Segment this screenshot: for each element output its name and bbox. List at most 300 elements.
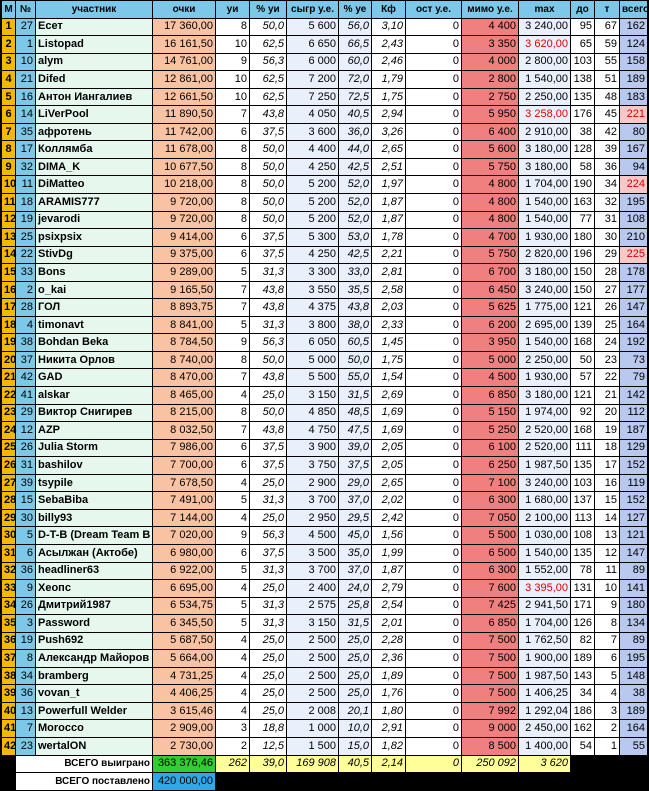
table-row[interactable] xyxy=(2,492,648,510)
rank-cell[interactable]: 22 xyxy=(2,387,16,405)
kf-cell[interactable]: 2,91 xyxy=(372,720,406,738)
miss-cell[interactable]: 6 400 xyxy=(462,123,519,141)
kf-cell[interactable]: 1,56 xyxy=(372,527,406,545)
table-row[interactable] xyxy=(2,685,648,703)
do-cell[interactable]: 34 xyxy=(571,685,595,703)
max-cell[interactable]: 2 910,00 xyxy=(519,123,571,141)
max-cell[interactable]: 3 240,00 xyxy=(519,18,571,36)
do-cell[interactable]: 111 xyxy=(571,439,595,457)
ost-cell[interactable]: 0 xyxy=(406,580,462,598)
col-header-miss[interactable]: мимо у.е. xyxy=(462,1,519,19)
participant-name[interactable]: Push692 xyxy=(36,632,153,650)
miss-cell[interactable]: 9 000 xyxy=(462,720,519,738)
do-cell[interactable]: 82 xyxy=(571,632,595,650)
kf-cell[interactable]: 1,87 xyxy=(372,211,406,229)
do-cell[interactable]: 131 xyxy=(571,580,595,598)
miss-cell[interactable]: 4 700 xyxy=(462,229,519,247)
pct-ue-cell[interactable]: 44,0 xyxy=(339,141,372,159)
rank-cell[interactable]: 15 xyxy=(2,264,16,282)
kf-cell[interactable]: 2,43 xyxy=(372,36,406,54)
number-cell[interactable]: 36 xyxy=(16,562,36,580)
ui-cell[interactable]: 10 xyxy=(216,36,250,54)
participant-name[interactable]: timonavt xyxy=(36,316,153,334)
ost-cell[interactable]: 0 xyxy=(406,194,462,212)
do-cell[interactable]: 190 xyxy=(571,176,595,194)
kf-cell[interactable]: 2,54 xyxy=(372,597,406,615)
participant-name[interactable]: D-T-B (Dream Team B xyxy=(36,527,153,545)
max-cell[interactable]: 1 540,00 xyxy=(519,211,571,229)
number-cell[interactable]: 2 xyxy=(16,281,36,299)
total-cell[interactable]: 225 xyxy=(620,246,648,264)
pct-ue-cell[interactable]: 25,0 xyxy=(339,667,372,685)
pct-ui-cell[interactable]: 50,0 xyxy=(250,211,287,229)
max-cell[interactable]: 1 974,00 xyxy=(519,404,571,422)
total-cell[interactable]: 195 xyxy=(620,194,648,212)
t-cell[interactable]: 7 xyxy=(595,632,620,650)
table-row[interactable] xyxy=(2,527,648,545)
max-cell[interactable]: 3 180,00 xyxy=(519,264,571,282)
total-cell[interactable]: 224 xyxy=(620,176,648,194)
pct-ue-cell[interactable]: 52,0 xyxy=(339,194,372,212)
number-cell[interactable]: 7 xyxy=(16,720,36,738)
ost-cell[interactable]: 0 xyxy=(406,509,462,527)
participant-name[interactable]: StivDg xyxy=(36,246,153,264)
table-row[interactable] xyxy=(2,141,648,159)
table-row[interactable] xyxy=(2,211,648,229)
played-cell[interactable]: 2 008 xyxy=(287,702,339,720)
played-cell[interactable]: 2 575 xyxy=(287,597,339,615)
do-cell[interactable]: 113 xyxy=(571,509,595,527)
miss-cell[interactable]: 5 500 xyxy=(462,527,519,545)
ui-cell[interactable]: 8 xyxy=(216,141,250,159)
ui-cell[interactable]: 7 xyxy=(216,106,250,124)
miss-cell[interactable]: 4 800 xyxy=(462,194,519,212)
total-cell[interactable]: 147 xyxy=(620,299,648,317)
ui-cell[interactable]: 4 xyxy=(216,650,250,668)
pct-ui-cell[interactable]: 62,5 xyxy=(250,36,287,54)
miss-cell[interactable]: 7 500 xyxy=(462,685,519,703)
do-cell[interactable]: 92 xyxy=(571,404,595,422)
miss-cell[interactable]: 5 625 xyxy=(462,299,519,317)
participant-name[interactable]: ГОЛ xyxy=(36,299,153,317)
played-cell[interactable]: 1 000 xyxy=(287,720,339,738)
number-cell[interactable]: 1 xyxy=(16,36,36,54)
ui-cell[interactable]: 6 xyxy=(216,229,250,247)
total-cell[interactable]: 164 xyxy=(620,720,648,738)
total-cell[interactable]: 167 xyxy=(620,141,648,159)
t-cell[interactable]: 5 xyxy=(595,667,620,685)
played-cell[interactable]: 3 900 xyxy=(287,439,339,457)
points-cell[interactable]: 2 730,00 xyxy=(153,737,216,755)
rank-cell[interactable]: 37 xyxy=(2,650,16,668)
max-cell[interactable]: 1 680,00 xyxy=(519,492,571,510)
t-cell[interactable]: 6 xyxy=(595,650,620,668)
ui-cell[interactable]: 8 xyxy=(216,404,250,422)
pct-ue-cell[interactable]: 60,5 xyxy=(339,334,372,352)
kf-cell[interactable]: 1,54 xyxy=(372,369,406,387)
pct-ui-cell[interactable]: 31,3 xyxy=(250,597,287,615)
table-row[interactable] xyxy=(2,439,648,457)
ui-cell[interactable]: 4 xyxy=(216,685,250,703)
ost-cell[interactable]: 0 xyxy=(406,123,462,141)
pct-ui-cell[interactable]: 31,3 xyxy=(250,562,287,580)
table-row[interactable] xyxy=(2,404,648,422)
kf-cell[interactable]: 2,42 xyxy=(372,509,406,527)
ost-cell[interactable]: 0 xyxy=(406,106,462,124)
number-cell[interactable]: 5 xyxy=(16,527,36,545)
number-cell[interactable]: 33 xyxy=(16,264,36,282)
pct-ui-cell[interactable]: 43,8 xyxy=(250,369,287,387)
total-cell[interactable]: 195 xyxy=(620,650,648,668)
table-row[interactable] xyxy=(2,281,648,299)
do-cell[interactable]: 139 xyxy=(571,316,595,334)
table-row[interactable] xyxy=(2,474,648,492)
do-cell[interactable]: 57 xyxy=(571,369,595,387)
max-cell[interactable]: 2 520,00 xyxy=(519,422,571,440)
rank-cell[interactable]: 33 xyxy=(2,580,16,598)
ost-cell[interactable]: 0 xyxy=(406,71,462,89)
points-cell[interactable]: 7 144,00 xyxy=(153,509,216,527)
pct-ue-cell[interactable]: 20,1 xyxy=(339,702,372,720)
table-row[interactable] xyxy=(2,36,648,54)
miss-cell[interactable]: 6 850 xyxy=(462,615,519,633)
table-row[interactable] xyxy=(2,597,648,615)
played-cell[interactable]: 1 500 xyxy=(287,737,339,755)
miss-cell[interactable]: 7 992 xyxy=(462,702,519,720)
number-cell[interactable]: 14 xyxy=(16,106,36,124)
rank-cell[interactable]: 14 xyxy=(2,246,16,264)
t-cell[interactable]: 45 xyxy=(595,106,620,124)
do-cell[interactable]: 77 xyxy=(571,211,595,229)
number-cell[interactable]: 10 xyxy=(16,53,36,71)
t-cell[interactable]: 1 xyxy=(595,737,620,755)
total-miss[interactable]: 250 092 xyxy=(462,755,519,773)
rank-cell[interactable]: 16 xyxy=(2,281,16,299)
rank-cell[interactable]: 20 xyxy=(2,351,16,369)
number-cell[interactable]: 41 xyxy=(16,387,36,405)
ost-cell[interactable]: 0 xyxy=(406,158,462,176)
table-row[interactable] xyxy=(2,264,648,282)
pct-ui-cell[interactable]: 43,8 xyxy=(250,106,287,124)
do-cell[interactable]: 180 xyxy=(571,229,595,247)
max-cell[interactable]: 1 406,25 xyxy=(519,685,571,703)
number-cell[interactable]: 36 xyxy=(16,685,36,703)
miss-cell[interactable]: 4 800 xyxy=(462,176,519,194)
miss-cell[interactable]: 4 500 xyxy=(462,369,519,387)
t-cell[interactable]: 48 xyxy=(595,88,620,106)
played-cell[interactable]: 3 500 xyxy=(287,544,339,562)
total-cell[interactable]: 55 xyxy=(620,737,648,755)
rank-cell[interactable]: 32 xyxy=(2,562,16,580)
miss-cell[interactable]: 4 400 xyxy=(462,18,519,36)
kf-cell[interactable]: 1,82 xyxy=(372,737,406,755)
ost-cell[interactable]: 0 xyxy=(406,141,462,159)
rank-cell[interactable]: 28 xyxy=(2,492,16,510)
ui-cell[interactable]: 4 xyxy=(216,667,250,685)
miss-cell[interactable]: 5 750 xyxy=(462,246,519,264)
played-cell[interactable]: 4 250 xyxy=(287,246,339,264)
kf-cell[interactable]: 1,87 xyxy=(372,194,406,212)
played-cell[interactable]: 3 700 xyxy=(287,562,339,580)
table-row[interactable] xyxy=(2,615,648,633)
do-cell[interactable]: 168 xyxy=(571,422,595,440)
played-cell[interactable]: 3 150 xyxy=(287,615,339,633)
total-cell[interactable]: 89 xyxy=(620,562,648,580)
pct-ui-cell[interactable]: 25,0 xyxy=(250,509,287,527)
ost-cell[interactable]: 0 xyxy=(406,562,462,580)
played-cell[interactable]: 5 000 xyxy=(287,351,339,369)
points-cell[interactable]: 5 664,00 xyxy=(153,650,216,668)
col-header-t[interactable]: т xyxy=(595,1,620,19)
pct-ue-cell[interactable]: 35,5 xyxy=(339,281,372,299)
points-cell[interactable]: 6 534,75 xyxy=(153,597,216,615)
points-cell[interactable]: 8 215,00 xyxy=(153,404,216,422)
points-cell[interactable]: 7 700,00 xyxy=(153,457,216,475)
col-header-points[interactable]: очки xyxy=(153,1,216,19)
points-cell[interactable]: 8 032,50 xyxy=(153,422,216,440)
kf-cell[interactable]: 2,69 xyxy=(372,387,406,405)
pct-ue-cell[interactable]: 25,0 xyxy=(339,650,372,668)
pct-ue-cell[interactable]: 36,0 xyxy=(339,123,372,141)
participant-name[interactable]: jevarodi xyxy=(36,211,153,229)
played-cell[interactable]: 4 850 xyxy=(287,404,339,422)
played-cell[interactable]: 5 200 xyxy=(287,176,339,194)
do-cell[interactable]: 135 xyxy=(571,457,595,475)
miss-cell[interactable]: 3 950 xyxy=(462,334,519,352)
t-cell[interactable]: 31 xyxy=(595,211,620,229)
number-cell[interactable]: 15 xyxy=(16,492,36,510)
ui-cell[interactable]: 5 xyxy=(216,615,250,633)
miss-cell[interactable]: 5 000 xyxy=(462,351,519,369)
total-cell[interactable]: 141 xyxy=(620,580,648,598)
participant-name[interactable]: Дмитрий1987 xyxy=(36,597,153,615)
ost-cell[interactable]: 0 xyxy=(406,702,462,720)
do-cell[interactable]: 38 xyxy=(571,123,595,141)
max-cell[interactable]: 1 292,04 xyxy=(519,702,571,720)
pct-ui-cell[interactable]: 31,3 xyxy=(250,264,287,282)
table-row[interactable] xyxy=(2,737,648,755)
total-cell[interactable]: 189 xyxy=(620,71,648,89)
ui-cell[interactable]: 8 xyxy=(216,351,250,369)
ui-cell[interactable]: 9 xyxy=(216,53,250,71)
points-cell[interactable]: 9 720,00 xyxy=(153,211,216,229)
played-cell[interactable]: 5 500 xyxy=(287,369,339,387)
number-cell[interactable]: 25 xyxy=(16,229,36,247)
table-row[interactable] xyxy=(2,18,648,36)
number-cell[interactable]: 19 xyxy=(16,632,36,650)
kf-cell[interactable]: 1,80 xyxy=(372,702,406,720)
ost-cell[interactable]: 0 xyxy=(406,404,462,422)
ost-cell[interactable]: 0 xyxy=(406,685,462,703)
total-cell[interactable]: 80 xyxy=(620,123,648,141)
total-cell[interactable]: 192 xyxy=(620,334,648,352)
table-row[interactable] xyxy=(2,544,648,562)
t-cell[interactable]: 42 xyxy=(595,123,620,141)
miss-cell[interactable]: 7 425 xyxy=(462,597,519,615)
kf-cell[interactable]: 2,94 xyxy=(372,106,406,124)
col-header-pct-ui[interactable]: % уи xyxy=(250,1,287,19)
pct-ui-cell[interactable]: 62,5 xyxy=(250,88,287,106)
kf-cell[interactable]: 2,58 xyxy=(372,281,406,299)
miss-cell[interactable]: 4 800 xyxy=(462,211,519,229)
total-cell[interactable]: 119 xyxy=(620,474,648,492)
participant-name[interactable]: Bons xyxy=(36,264,153,282)
played-cell[interactable]: 7 250 xyxy=(287,88,339,106)
ui-cell[interactable]: 6 xyxy=(216,439,250,457)
max-cell[interactable]: 1 030,00 xyxy=(519,527,571,545)
participant-name[interactable]: ARAMIS777 xyxy=(36,194,153,212)
ost-cell[interactable]: 0 xyxy=(406,264,462,282)
ost-cell[interactable]: 0 xyxy=(406,36,462,54)
number-cell[interactable]: 28 xyxy=(16,299,36,317)
pct-ui-cell[interactable]: 43,8 xyxy=(250,422,287,440)
ui-cell[interactable]: 5 xyxy=(216,597,250,615)
played-cell[interactable]: 2 500 xyxy=(287,632,339,650)
points-cell[interactable]: 2 909,00 xyxy=(153,720,216,738)
max-cell[interactable]: 3 395,00 xyxy=(519,580,571,598)
table-row[interactable] xyxy=(2,509,648,527)
number-cell[interactable]: 42 xyxy=(16,369,36,387)
pct-ue-cell[interactable]: 37,0 xyxy=(339,492,372,510)
participant-name[interactable]: Password xyxy=(36,615,153,633)
number-cell[interactable]: 37 xyxy=(16,351,36,369)
miss-cell[interactable]: 2 800 xyxy=(462,71,519,89)
kf-cell[interactable]: 1,78 xyxy=(372,229,406,247)
points-cell[interactable]: 3 615,46 xyxy=(153,702,216,720)
played-cell[interactable]: 7 200 xyxy=(287,71,339,89)
total-cell[interactable]: 38 xyxy=(620,685,648,703)
ost-cell[interactable]: 0 xyxy=(406,422,462,440)
played-cell[interactable]: 2 950 xyxy=(287,509,339,527)
pct-ui-cell[interactable]: 50,0 xyxy=(250,176,287,194)
participant-name[interactable]: alym xyxy=(36,53,153,71)
participant-name[interactable]: DIMA_K xyxy=(36,158,153,176)
points-cell[interactable]: 14 761,00 xyxy=(153,53,216,71)
played-cell[interactable]: 3 300 xyxy=(287,264,339,282)
miss-cell[interactable]: 5 250 xyxy=(462,422,519,440)
rank-cell[interactable]: 30 xyxy=(2,527,16,545)
points-cell[interactable]: 4 406,25 xyxy=(153,685,216,703)
do-cell[interactable]: 171 xyxy=(571,597,595,615)
total-cell[interactable]: 79 xyxy=(620,369,648,387)
table-row[interactable] xyxy=(2,650,648,668)
number-cell[interactable]: 11 xyxy=(16,176,36,194)
pct-ui-cell[interactable]: 43,8 xyxy=(250,299,287,317)
pct-ui-cell[interactable]: 31,3 xyxy=(250,492,287,510)
t-cell[interactable]: 3 xyxy=(595,702,620,720)
played-cell[interactable]: 4 500 xyxy=(287,527,339,545)
rank-cell[interactable]: 36 xyxy=(2,632,16,650)
table-row[interactable] xyxy=(2,229,648,247)
col-header-max[interactable]: max xyxy=(519,1,571,19)
miss-cell[interactable]: 6 300 xyxy=(462,492,519,510)
ost-cell[interactable]: 0 xyxy=(406,387,462,405)
played-cell[interactable]: 3 150 xyxy=(287,387,339,405)
points-cell[interactable]: 4 731,25 xyxy=(153,667,216,685)
participant-name[interactable]: Хеопс xyxy=(36,580,153,598)
rank-cell[interactable]: 10 xyxy=(2,176,16,194)
ui-cell[interactable]: 8 xyxy=(216,158,250,176)
participant-name[interactable]: Difed xyxy=(36,71,153,89)
kf-cell[interactable]: 2,05 xyxy=(372,457,406,475)
col-header-m[interactable]: M xyxy=(2,1,16,19)
pct-ui-cell[interactable]: 25,0 xyxy=(250,474,287,492)
table-row[interactable] xyxy=(2,316,648,334)
max-cell[interactable]: 3 180,00 xyxy=(519,387,571,405)
kf-cell[interactable]: 2,03 xyxy=(372,299,406,317)
t-cell[interactable]: 9 xyxy=(595,597,620,615)
ui-cell[interactable]: 3 xyxy=(216,720,250,738)
played-cell[interactable]: 5 600 xyxy=(287,18,339,36)
table-row[interactable] xyxy=(2,702,648,720)
rank-cell[interactable]: 34 xyxy=(2,597,16,615)
total-cell[interactable]: 129 xyxy=(620,439,648,457)
kf-cell[interactable]: 2,46 xyxy=(372,53,406,71)
points-cell[interactable]: 5 687,50 xyxy=(153,632,216,650)
ost-cell[interactable]: 0 xyxy=(406,667,462,685)
col-header-played[interactable]: сыгр у.е. xyxy=(287,1,339,19)
t-cell[interactable]: 19 xyxy=(595,422,620,440)
do-cell[interactable]: 196 xyxy=(571,246,595,264)
total-max[interactable]: 3 620 xyxy=(519,755,571,773)
total-cell[interactable]: 148 xyxy=(620,667,648,685)
kf-cell[interactable]: 2,21 xyxy=(372,246,406,264)
col-header-pct-ue[interactable]: % уе xyxy=(339,1,372,19)
do-cell[interactable]: 189 xyxy=(571,650,595,668)
number-cell[interactable]: 4 xyxy=(16,316,36,334)
kf-cell[interactable]: 1,99 xyxy=(372,544,406,562)
miss-cell[interactable]: 5 600 xyxy=(462,141,519,159)
participant-name[interactable]: vovan_t xyxy=(36,685,153,703)
do-cell[interactable]: 121 xyxy=(571,387,595,405)
table-row[interactable] xyxy=(2,123,648,141)
t-cell[interactable]: 59 xyxy=(595,36,620,54)
t-cell[interactable]: 36 xyxy=(595,158,620,176)
pct-ue-cell[interactable]: 25,0 xyxy=(339,632,372,650)
do-cell[interactable]: 95 xyxy=(571,18,595,36)
ui-cell[interactable]: 7 xyxy=(216,369,250,387)
pct-ue-cell[interactable]: 72,0 xyxy=(339,71,372,89)
number-cell[interactable]: 22 xyxy=(16,246,36,264)
ost-cell[interactable]: 0 xyxy=(406,18,462,36)
table-row[interactable] xyxy=(2,457,648,475)
points-cell[interactable]: 9 165,50 xyxy=(153,281,216,299)
participant-name[interactable]: Есет xyxy=(36,18,153,36)
t-cell[interactable]: 23 xyxy=(595,351,620,369)
table-row[interactable] xyxy=(2,632,648,650)
pct-ui-cell[interactable]: 12,5 xyxy=(250,737,287,755)
max-cell[interactable]: 1 540,00 xyxy=(519,71,571,89)
table-row[interactable] xyxy=(2,194,648,212)
points-cell[interactable]: 6 695,00 xyxy=(153,580,216,598)
ui-cell[interactable]: 9 xyxy=(216,527,250,545)
pct-ui-cell[interactable]: 50,0 xyxy=(250,351,287,369)
number-cell[interactable]: 35 xyxy=(16,123,36,141)
number-cell[interactable]: 26 xyxy=(16,439,36,457)
table-row[interactable] xyxy=(2,387,648,405)
miss-cell[interactable]: 7 500 xyxy=(462,667,519,685)
pct-ui-cell[interactable]: 25,0 xyxy=(250,580,287,598)
ost-cell[interactable]: 0 xyxy=(406,351,462,369)
points-cell[interactable]: 16 161,50 xyxy=(153,36,216,54)
participant-name[interactable]: Bohdan Beka xyxy=(36,334,153,352)
kf-cell[interactable]: 1,75 xyxy=(372,88,406,106)
played-cell[interactable]: 5 200 xyxy=(287,211,339,229)
total-cell[interactable]: 147 xyxy=(620,544,648,562)
table-row[interactable] xyxy=(2,88,648,106)
ui-cell[interactable]: 6 xyxy=(216,457,250,475)
table-row[interactable] xyxy=(2,667,648,685)
